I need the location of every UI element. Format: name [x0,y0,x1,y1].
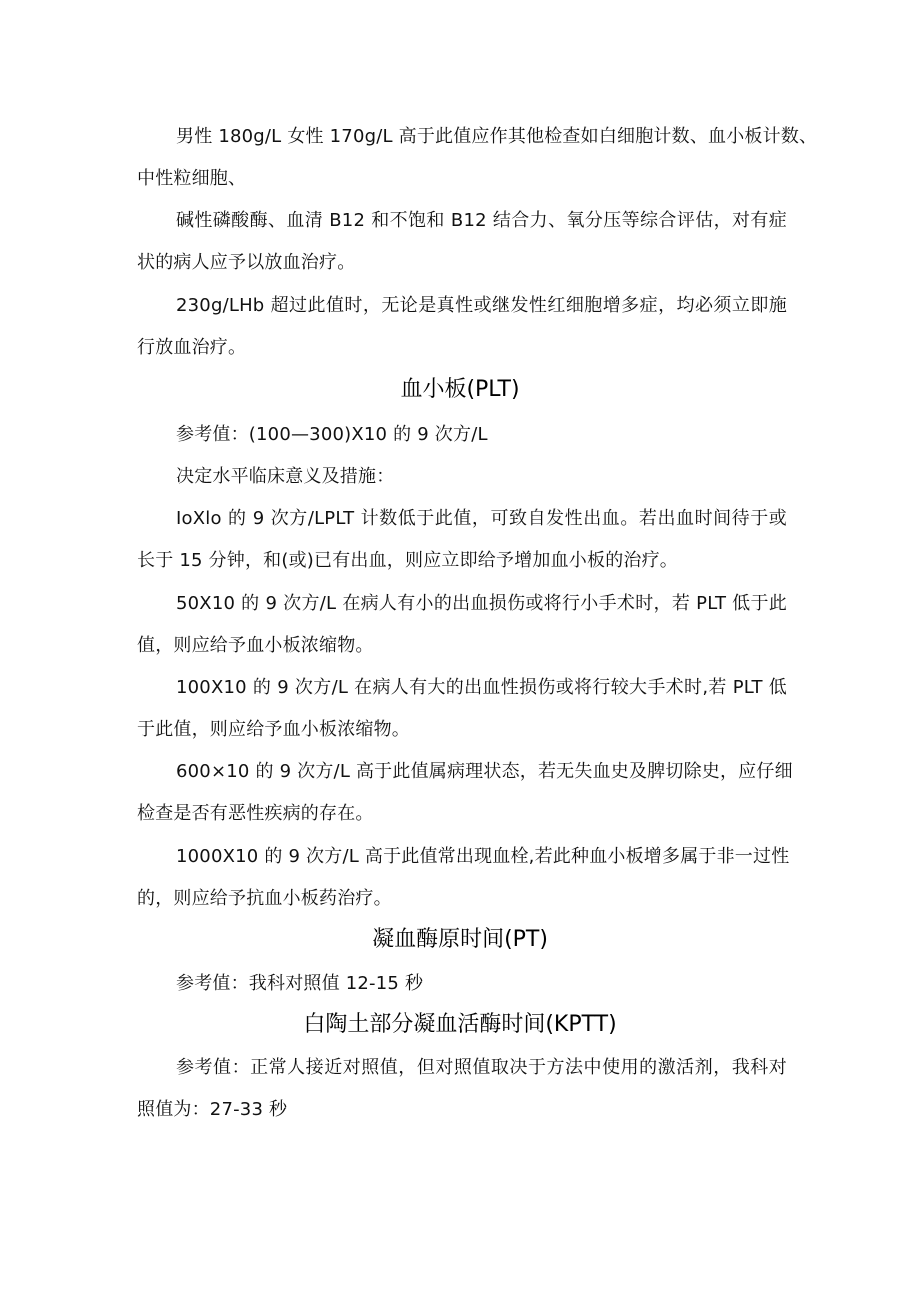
paragraph-line: IoXlo 的 9 次方/LPLT 计数低于此值，可致自发性出血。若出血时间待于或 [176,508,787,529]
paragraph-line: 行放血治疗。 [137,337,247,358]
paragraph-line: 值，则应给予血小板浓缩物。 [137,635,374,656]
paragraph-line: 检查是否有恶性疾病的存在。 [137,803,374,824]
paragraph-line: 照值为：27-33 秒 [137,1099,288,1120]
paragraph-line: 碱性磷酸酶、血清 B12 和不饱和 B12 结合力、氧分压等综合评估，对有症 [176,210,787,231]
paragraph-line: 男性 180g/L 女性 170g/L 高于此值应作其他检查如白细胞计数、血小板计数、 [176,126,818,147]
paragraph-line: 1000X10 的 9 次方/L 高于此值常出现血栓,若此种血小板增多属于非一过性 [176,846,790,867]
paragraph-line: 的，则应给予抗血小板药治疗。 [137,888,392,909]
paragraph-line: 230g/LHb 超过此值时，无论是真性或继发性红细胞增多症，均必须立即施 [176,295,787,316]
paragraph-line: 长于 15 分钟，和(或)已有出血，则应立即给予增加血小板的治疗。 [137,550,678,571]
paragraph-line: 600×10 的 9 次方/L 高于此值属病理状态，若无失血史及脾切除史，应仔细 [176,761,793,782]
section-heading-pt: 凝血酶原时间(PT) [372,927,548,952]
paragraph-line: 50X10 的 9 次方/L 在病人有小的出血损伤或将行小手术时，若 PLT 低于此 [176,593,787,614]
paragraph-line: 状的病人应予以放血治疗。 [137,252,356,273]
paragraph-line: 100X10 的 9 次方/L 在病人有大的出血性损伤或将行较大手术时,若 PLT 低 [176,677,787,698]
paragraph-line: 于此值，则应给予血小板浓缩物。 [137,719,410,740]
paragraph-line: 中性粒细胞、 [137,168,247,189]
section-heading-plt: 血小板(PLT) [400,377,520,402]
paragraph-line: 决定水平临床意义及措施： [176,466,395,487]
paragraph-line: 参考值：(100—300)X10 的 9 次方/L [176,424,488,445]
section-heading-kptt: 白陶土部分凝血活酶时间(KPTT) [303,1012,617,1037]
paragraph-line: 参考值：正常人接近对照值，但对照值取决于方法中使用的激活剂，我科对 [176,1057,787,1078]
paragraph-line: 参考值：我科对照值 12-15 秒 [176,973,424,994]
